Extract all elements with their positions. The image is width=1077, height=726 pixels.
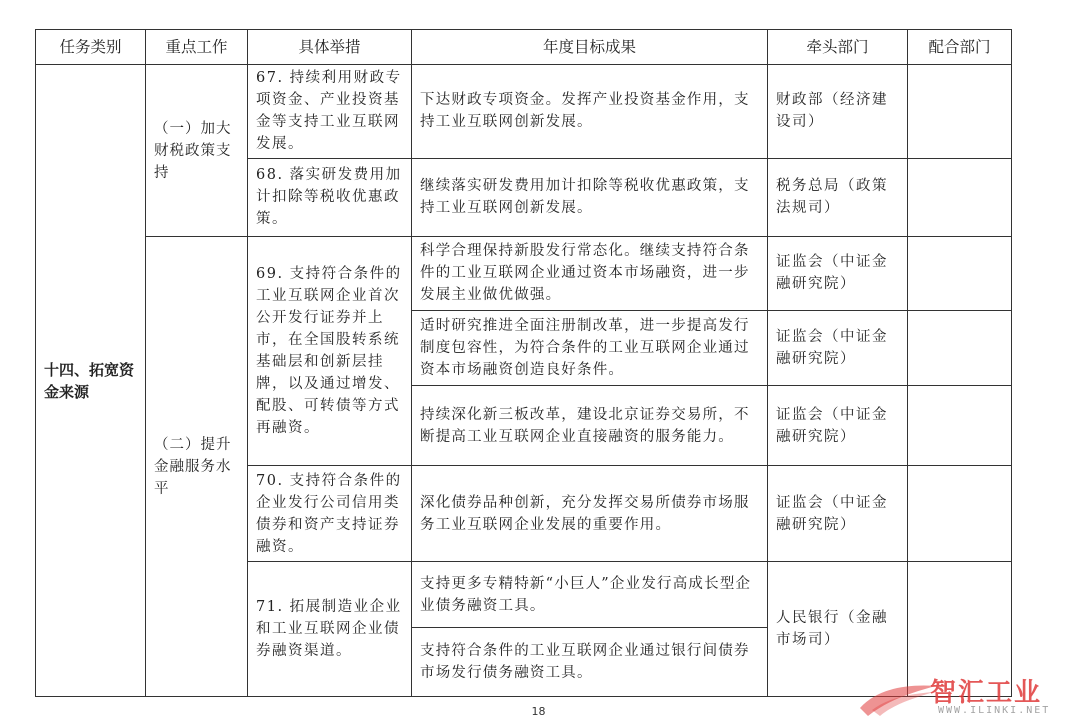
key-work-cell: （一）加大财税政策支持	[146, 65, 248, 237]
site-watermark	[858, 672, 1073, 724]
lead-department-cell: 证监会（中证金融研究院）	[768, 385, 908, 466]
target-cell: 支持符合条件的工业互联网企业通过银行间债券市场发行债务融资工具。	[412, 628, 768, 697]
header-lead-department: 牵头部门	[768, 30, 908, 65]
watermark-swoosh-icon	[858, 678, 938, 718]
support-department-cell	[908, 158, 1012, 236]
header-annual-targets: 年度目标成果	[412, 30, 768, 65]
measure-cell: 71. 拓展制造业企业和工业互联网企业债券融资渠道。	[248, 562, 412, 697]
measure-cell: 67. 持续利用财政专项资金、产业投资基金等支持工业互联网发展。	[248, 65, 412, 159]
watermark-name: 智汇工业	[930, 678, 1043, 708]
lead-department-cell: 证监会（中证金融研究院）	[768, 237, 908, 310]
support-department-cell	[908, 237, 1012, 310]
lead-department-cell: 证监会（中证金融研究院）	[768, 466, 908, 562]
lead-department-cell: 税务总局（政策法规司）	[768, 158, 908, 236]
target-cell: 继续落实研发费用加计扣除等税收优惠政策，支持工业互联网创新发展。	[412, 158, 768, 236]
header-support-department: 配合部门	[908, 30, 1012, 65]
support-department-cell	[908, 385, 1012, 466]
measure-cell: 69. 支持符合条件的工业互联网企业首次公开发行证券并上市，在全国股转系统基础层和创新层挂牌，以及通过增发、配股、可转债等方式再融资。	[248, 237, 412, 466]
target-cell: 下达财政专项资金。发挥产业投资基金作用，支持工业互联网创新发展。	[412, 65, 768, 159]
target-cell: 科学合理保持新股发行常态化。继续支持符合条件的工业互联网企业通过资本市场融资，进一步发展主业做优做强。	[412, 237, 768, 310]
table-header-row	[36, 30, 1012, 65]
lead-department-cell: 人民银行（金融市场司）	[768, 562, 908, 697]
table-row	[36, 237, 1012, 310]
target-cell: 支持更多专精特新“小巨人”企业发行高成长型企业债务融资工具。	[412, 562, 768, 628]
watermark-url: WWW.ILINKI.NET	[938, 705, 1051, 716]
target-cell: 持续深化新三板改革，建设北京证券交易所，不断提高工业互联网企业直接融资的服务能力。	[412, 385, 768, 466]
task-table	[35, 29, 1012, 697]
table-row	[36, 65, 1012, 159]
support-department-cell	[908, 310, 1012, 385]
target-cell: 深化债券品种创新，充分发挥交易所债券市场服务工业互联网企业发展的重要作用。	[412, 466, 768, 562]
measure-cell: 68. 落实研发费用加计扣除等税收优惠政策。	[248, 158, 412, 236]
lead-department-cell: 财政部（经济建设司）	[768, 65, 908, 159]
support-department-cell	[908, 65, 1012, 159]
header-task-category: 任务类别	[36, 30, 146, 65]
support-department-cell	[908, 466, 1012, 562]
lead-department-cell: 证监会（中证金融研究院）	[768, 310, 908, 385]
target-cell: 适时研究推进全面注册制改革，进一步提高发行制度包容性，为符合条件的工业互联网企业通过资本市场融资创造良好条件。	[412, 310, 768, 385]
task-category-cell: 十四、拓宽资金来源	[36, 65, 146, 697]
key-work-cell: （二）提升金融服务水平	[146, 237, 248, 697]
header-key-work: 重点工作	[146, 30, 248, 65]
page-number: 18	[531, 705, 546, 718]
header-measures: 具体举措	[248, 30, 412, 65]
measure-cell: 70. 支持符合条件的企业发行公司信用类债券和资产支持证券融资。	[248, 466, 412, 562]
